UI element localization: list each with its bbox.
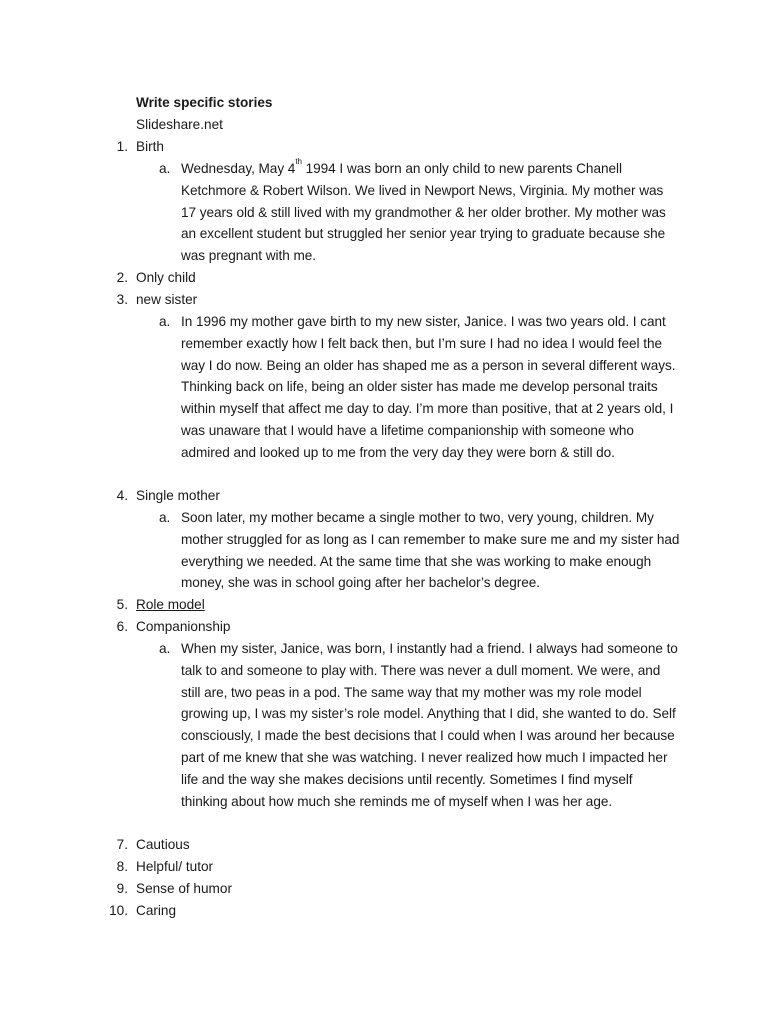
list-item-helpful-tutor: Helpful/ tutor	[136, 859, 214, 874]
list-item-number: 2.	[116, 270, 128, 285]
list-item-number: 10.	[109, 903, 128, 918]
single-mother-paragraph: Soon later, my mother became a single mother to two, very young, children. My mother struggled for as long as I can remember to make sure me and my sister had everything we needed. At the same time that she was working to make enough money, she was in school going after her bachelor’s degree.	[181, 510, 680, 591]
birth-paragraph-start: Wednesday, May 4	[181, 161, 296, 176]
birth-paragraph-superscript: th	[295, 157, 302, 167]
list-item-number: 5.	[116, 597, 128, 612]
sub-item-letter: a.	[159, 510, 171, 525]
birth-paragraph	[181, 158, 681, 267]
sub-item-letter: a.	[159, 161, 171, 176]
list-item-role-model: Role model	[136, 597, 205, 612]
list-item-number: 3.	[116, 292, 128, 307]
list-item-caring: Caring	[136, 903, 177, 918]
list-item-cautious: Cautious	[136, 837, 190, 852]
list-item-number: 9.	[116, 881, 128, 896]
companionship-paragraph: When my sister, Janice, was born, I instantly had a friend. I always had someone to talk to and someone to play with. There was never a dull moment. We were, and still are, two peas in a pod. The same way that my mother was my role model growing up, I was my sister’s role model. Anything that I did, she wanted to do. Self consciously, I made the best decisions that I could when I was around her because part of me knew that she was watching. I never realized how much I impacted her life and the way she makes decisions until recently. Sometimes I find myself thinking about how much she reminds me of myself when I was her age.	[181, 641, 678, 809]
list-item-number: 7.	[116, 837, 128, 852]
document-source: Slideshare.net	[136, 117, 223, 132]
list-item-number: 4.	[116, 488, 128, 503]
list-item-companionship: Companionship	[136, 619, 231, 634]
document-heading: Write specific stories	[136, 95, 273, 110]
list-item-new-sister: new sister	[136, 292, 198, 307]
list-item-only-child: Only child	[136, 270, 196, 285]
list-item-number: 6.	[116, 619, 128, 634]
sister-paragraph: In 1996 my mother gave birth to my new sister, Janice. I was two years old. I cant remember exactly how I felt back then, but I’m sure I had no idea I would feel the way I do now. Being an older has shaped me as a person in several different ways. Thinking back on life, being an older sister has made me develop personal traits within myself that affect me day to day. I’m more than positive, that at 2 years old, I was unaware that I would have a lifetime companionship with someone who admired and looked up to me from the very day they were born & still do.	[181, 314, 676, 460]
list-item-birth: Birth	[136, 139, 164, 154]
list-item-number: 1.	[116, 139, 128, 154]
sub-item-letter: a.	[159, 641, 171, 656]
list-item-sense-of-humor: Sense of humor	[136, 881, 232, 896]
birth-paragraph-rest: 1994 I was born an only child to new parents Chanell Ketchmore & Robert Wilson. We lived in Newport News, Virginia. My mother was 17 years old & still lived with my grandmother & her older brother. My mother was an excellent student but struggled her senior year trying to graduate because she was pregnant with me.	[181, 161, 666, 264]
sub-item-letter: a.	[159, 314, 171, 329]
list-item-number: 8.	[116, 859, 128, 874]
list-item-single-mother: Single mother	[136, 488, 220, 503]
